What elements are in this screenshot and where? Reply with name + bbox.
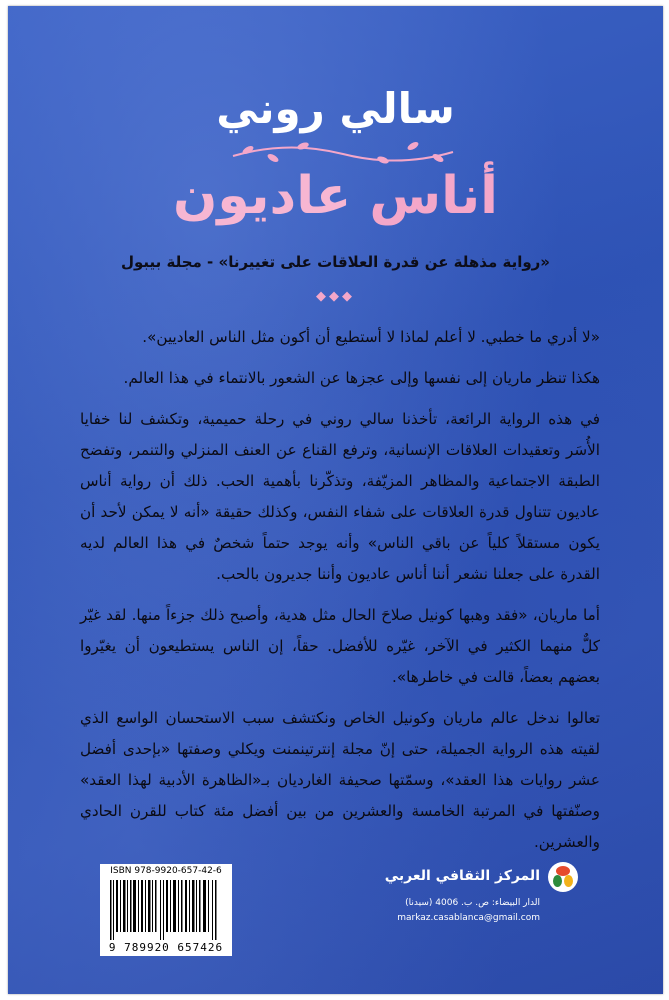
blurb-paragraph: في هذه الرواية الرائعة، تأخذنا سالي روني في رحلة حميمية، وتكشف لنا خفايا الأُسَر وتعقيدات العلاقات الإنسانية، وترفع القناع عن العنف المنزلي والتنمر، وتفضح الطبقة الاجتماعية والمظاهر المزيّفة، وتذكّرنا بأهمية الحب. ذلك أن رواية أناس عاديون تتناول قدرة العلاقات على شفاء النفس، وكذلك حقيقة «أنه لا يمكن لأحد أن يكون مستقلاً كلياً عن باقي الناس» وأنه يوجد حتماً شخصٌ في هذا العالم لديه القدرة على جعلنا نشعر أننا أناس عاديون وأننا جديرون بالحب.	[80, 410, 600, 583]
book-title	[8, 166, 663, 226]
author-name: سالي روني	[216, 84, 455, 133]
vine-ornament-icon	[228, 138, 458, 168]
title-part1: أناس	[369, 166, 498, 226]
publisher-email: markaz.casablanca@gmail.com	[397, 913, 540, 923]
blurb-paragraph: تعالوا ندخل عالم ماريان وكونيل الخاص ونكتشف سبب الاستحسان الواسع الذي لقيته هذه الرواية الجميلة، حتى إنّ مجلة إنترتينمنت ويكلي وصفتها «بإحدى أفضل عشر روايات هذا العقد»، وسمّتها صحيفة الغارديان بـ«الظاهرة الأدبية لهذا العقد» وصنّفتها في المرتبة الخامسة والعشرين من بين أفضل مئة كتاب للقرن الحادي والعشرين.	[80, 709, 600, 851]
barcode-number: 9 789920 657426	[108, 941, 224, 954]
blurb-paragraph: أما ماريان، «فقد وهبها كونيل صلاحَ الحال مثل هدية، وأصبح ذلك جزءاً منها. لقد غيّر كلٌّ منهما الكثير في الآخر، غيّره للأفضل. حقاً، إن الناس يستطيعون أن يغيّروا بعضهم بعضاً، قالت في خاطرها».	[80, 606, 600, 686]
book-back-cover	[8, 6, 663, 994]
blurb-paragraph: «لا أدري ما خطبي. لا أعلم لماذا لا أستطيع أن أكون مثل الناس العاديين».	[142, 328, 600, 346]
review-quote: «رواية مذهلة عن قدرة العلاقات على تغييرنا» - مجلة بيبول	[121, 253, 550, 271]
diamond-ornament: ◆◆◆	[316, 289, 355, 304]
barcode-bars-icon	[108, 880, 224, 940]
barcode	[100, 864, 232, 956]
isbn-label: ISBN 978-9920-657-42-6	[110, 866, 222, 876]
publisher-address: الدار البيضاء: ص. ب. 4006 (سيدنا)	[405, 898, 540, 908]
blurb-paragraph: هكذا تنظر ماريان إلى نفسها وإلى عجزها عن الشعور بالانتماء في هذا العالم.	[123, 369, 600, 387]
publisher-logo-icon	[548, 862, 578, 892]
title-part2: عاديون	[173, 166, 352, 226]
blurb-text	[80, 322, 600, 868]
publisher-name: المركز الثقافي العربي	[384, 868, 540, 884]
